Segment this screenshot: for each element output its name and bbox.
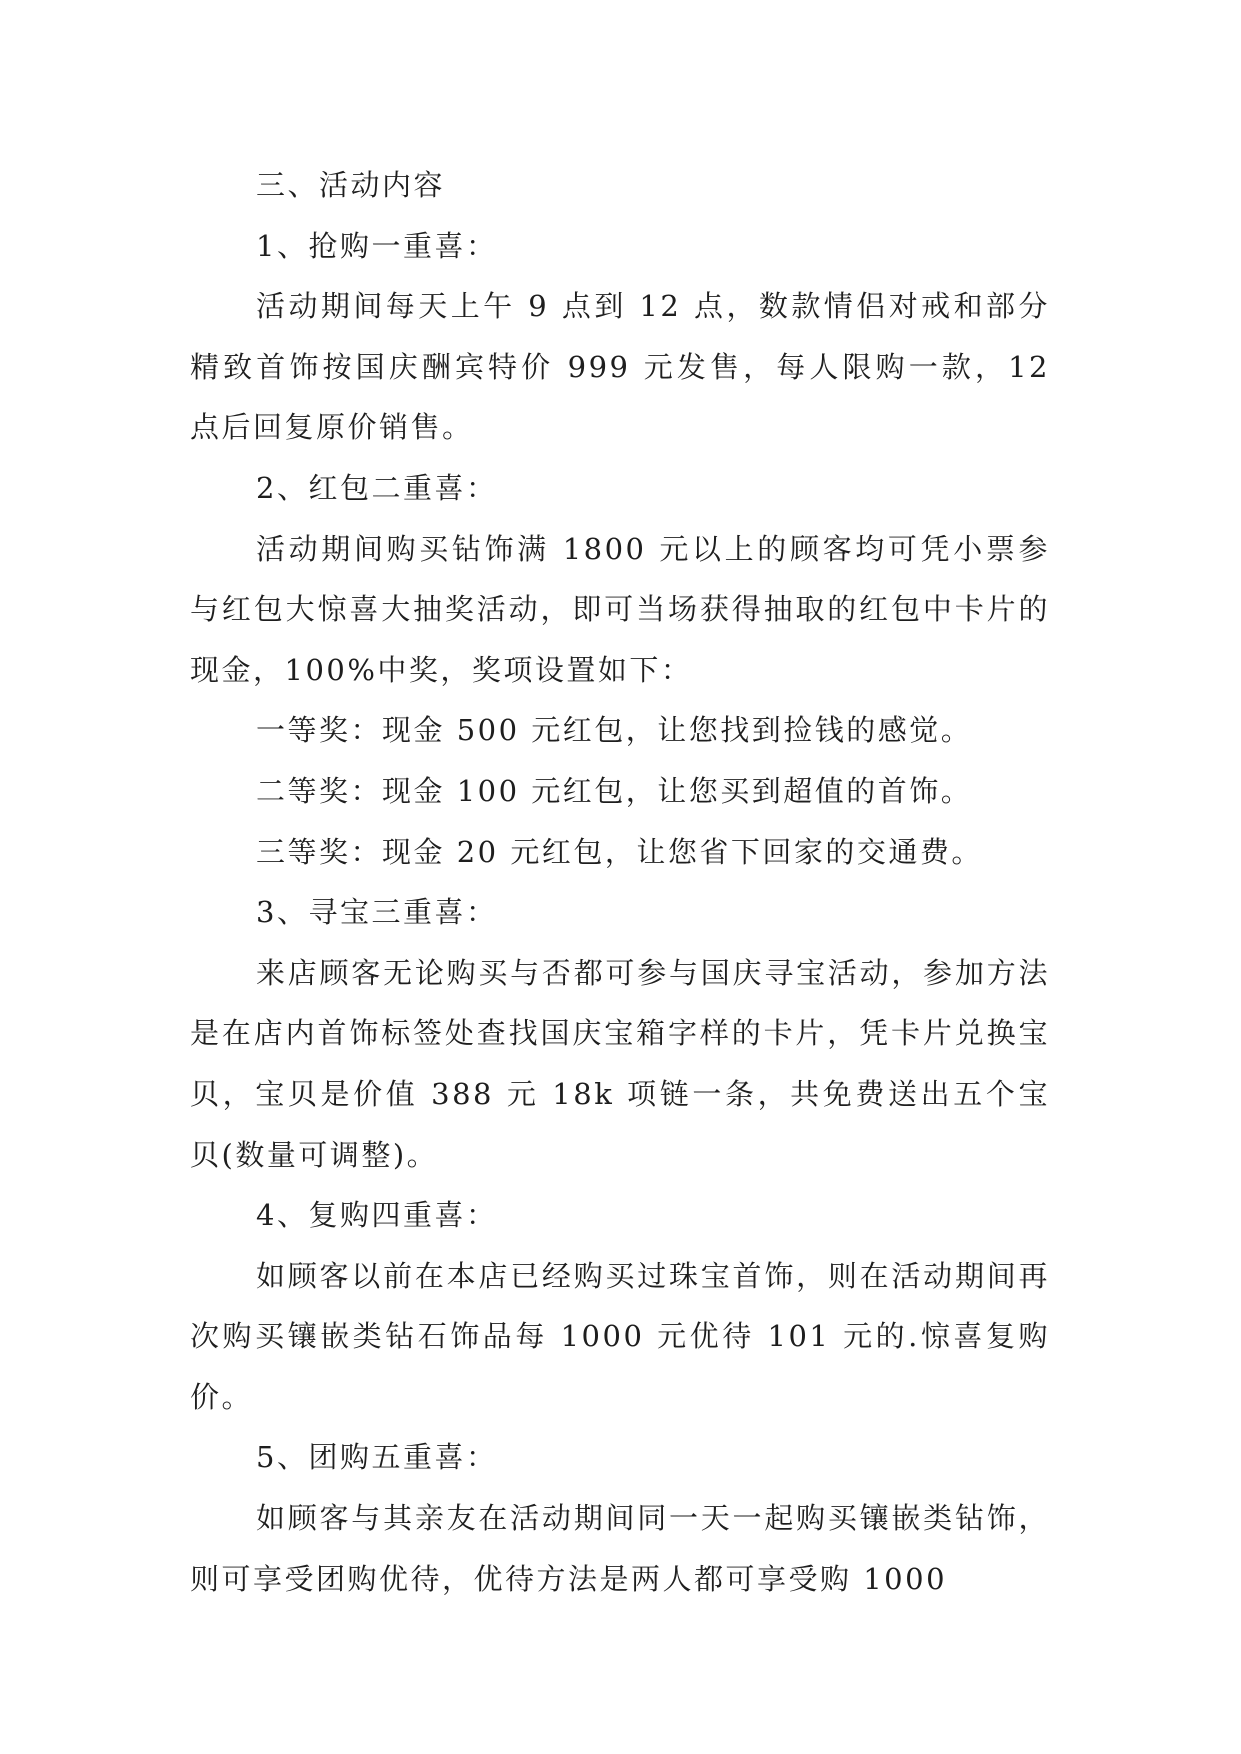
- document-body: [190, 155, 1050, 1609]
- item-heading-4: 4、复购四重喜：: [256, 1198, 498, 1233]
- prize-third: 三等奖：现金 20 元红包，让您省下回家的交通费。: [256, 834, 983, 869]
- item-heading-1: 1、抢购一重喜：: [256, 228, 498, 263]
- section-title: 三、活动内容: [256, 168, 446, 202]
- item-paragraph-3-1: 来店顾客无论购买与否都可参与国庆寻宝活动，参加方法是在店内首饰标签处查找国庆宝箱字样的卡片，凭卡片兑换宝贝，宝贝是价值 388 元 18k 项链一条，共免费送出五个宝贝(数量可调整)。: [190, 955, 1050, 1172]
- item-heading-3: 3、寻宝三重喜：: [256, 895, 498, 930]
- item-paragraph-4-1: 如顾客以前在本店已经购买过珠宝首饰，则在活动期间再次购买镶嵌类钻石饰品每 1000 元优待 101 元的.惊喜复购价。: [190, 1258, 1050, 1414]
- item-heading-5: 5、团购五重喜：: [256, 1440, 498, 1475]
- item-paragraph-5-1: 如顾客与其亲友在活动期间同一天一起购买镶嵌类钻饰，则可享受团购优待，优待方法是两人都可享受购 1000: [190, 1501, 1050, 1596]
- prize-first: 一等奖：现金 500 元红包，让您找到捡钱的感觉。: [256, 713, 973, 748]
- item-paragraph-1-1: 活动期间每天上午 9 点到 12 点，数款情侣对戒和部分精致首饰按国庆酬宾特价 999 元发售，每人限购一款，12 点后回复原价销售。: [190, 289, 1050, 445]
- item-heading-2: 2、红包二重喜：: [256, 470, 498, 505]
- item-paragraph-2-1: 活动期间购买钻饰满 1800 元以上的顾客均可凭小票参与红包大惊喜大抽奖活动，即可当场获得抽取的红包中卡片的现金，100%中奖，奖项设置如下：: [190, 531, 1050, 687]
- prize-second: 二等奖：现金 100 元红包，让您买到超值的首饰。: [256, 773, 973, 808]
